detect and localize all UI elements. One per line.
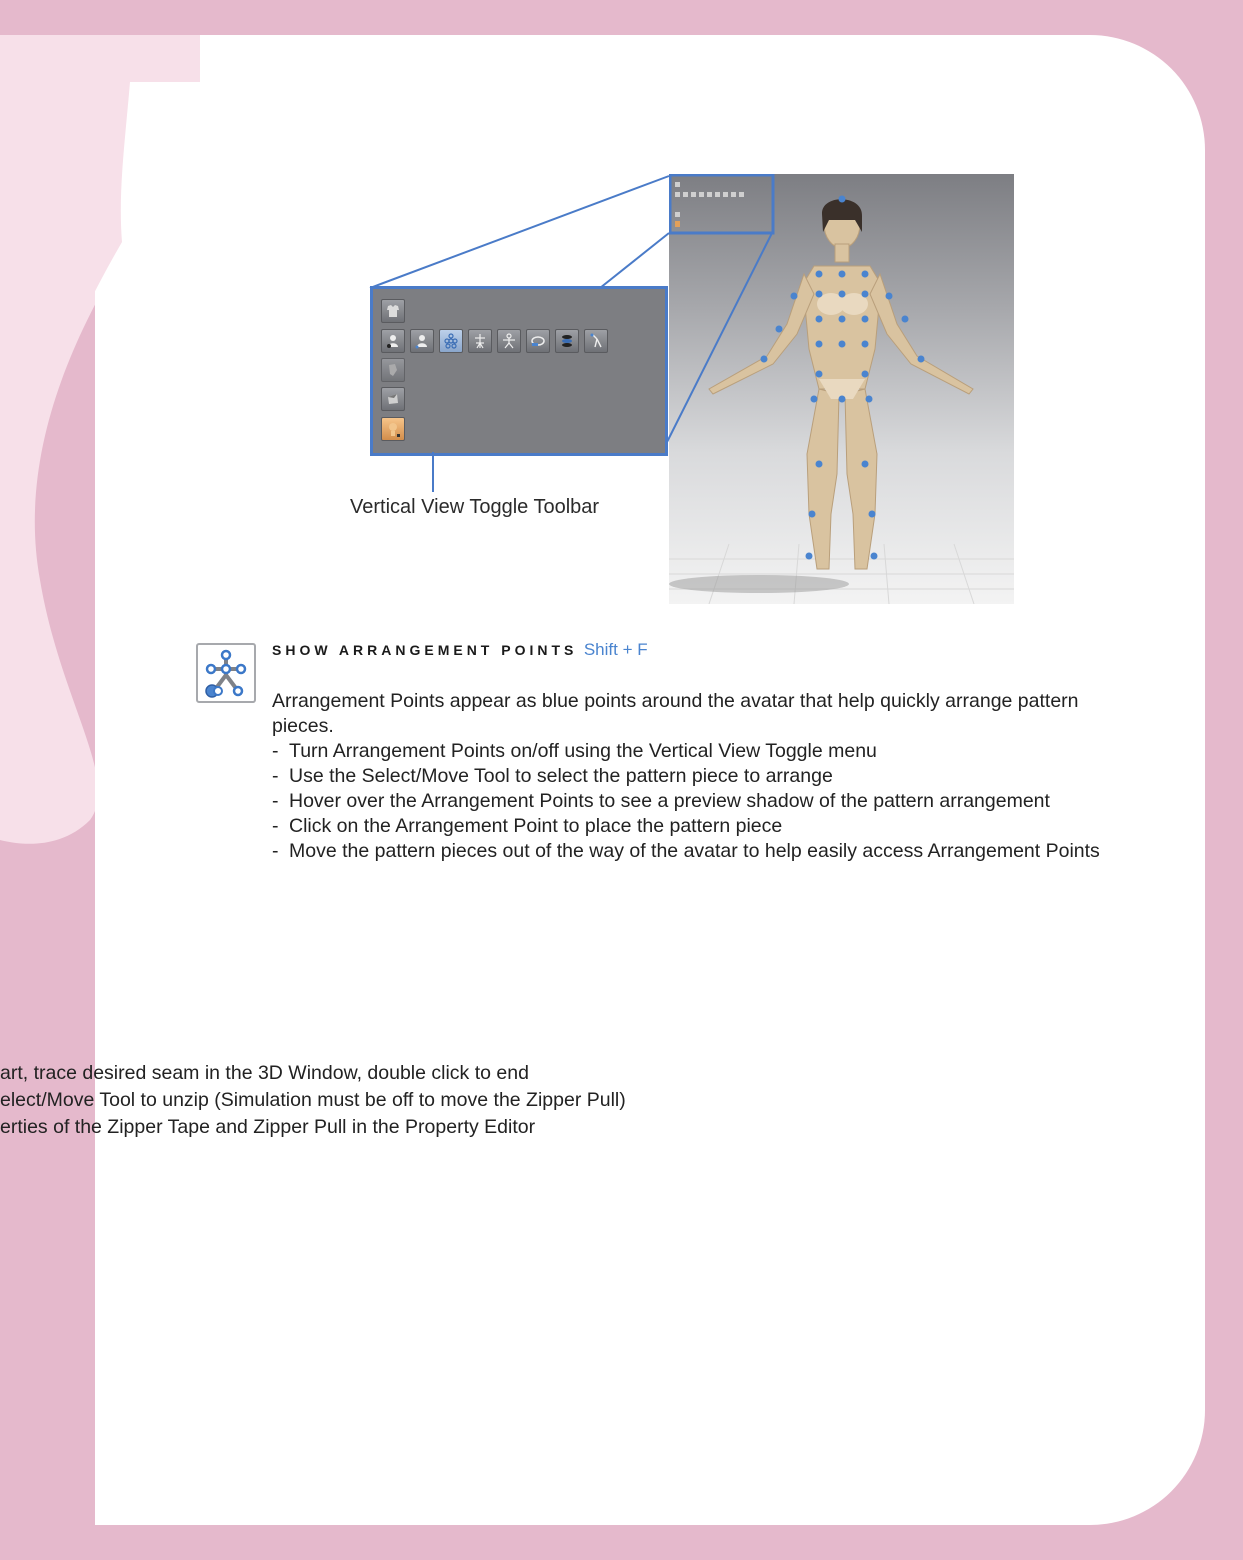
- layers-icon[interactable]: [555, 329, 579, 353]
- callout-label: Vertical View Toggle Toolbar: [350, 496, 600, 518]
- arrangement-points-glyph: [198, 645, 254, 701]
- cut-line: art, trace desired seam in the 3D Window, double click to end: [0, 1062, 529, 1084]
- shortcut-label: Shift + F: [583, 640, 648, 659]
- section-title: SHOW ARRANGEMENT POINTS: [272, 642, 578, 658]
- bullet-list: [272, 739, 1112, 864]
- callout-line: [432, 452, 434, 492]
- hanger-icon[interactable]: [381, 387, 405, 411]
- arrangement-points-icon[interactable]: [439, 329, 463, 353]
- pose-icon[interactable]: [584, 329, 608, 353]
- cut-off-text: [0, 1060, 626, 1141]
- shirt-icon[interactable]: [381, 299, 405, 323]
- measure-icon[interactable]: [526, 329, 550, 353]
- section-heading: [272, 640, 648, 660]
- list-item: - Use the Select/Move Tool to select the pattern piece to arrange: [272, 765, 833, 787]
- intro-text: Arrangement Points appear as blue points around the avatar that help quickly arrange pattern pieces.: [272, 690, 1079, 737]
- list-item: - Click on the Arrangement Point to place the pattern piece: [272, 815, 783, 837]
- vertical-view-toggle-toolbar: [370, 286, 668, 456]
- list-item: - Move the pattern pieces out of the way of the avatar to help easily access Arrangement Points: [272, 840, 1100, 862]
- cut-line: erties of the Zipper Tape and Zipper Pull in the Property Editor: [0, 1116, 536, 1138]
- arrangement-points-icon: [196, 643, 256, 703]
- list-item: - Turn Arrangement Points on/off using the Vertical View Toggle menu: [272, 740, 877, 762]
- xray-joints-icon[interactable]: [497, 329, 521, 353]
- avatar-orange-icon[interactable]: [381, 417, 405, 441]
- zipper-icon[interactable]: [381, 358, 405, 382]
- list-item: - Hover over the Arrangement Points to see a preview shadow of the pattern arrangement: [272, 790, 1050, 812]
- avatar-icon[interactable]: [410, 329, 434, 353]
- section-description: [272, 689, 1112, 864]
- skeleton-icon[interactable]: [468, 329, 492, 353]
- cut-line: elect/Move Tool to unzip (Simulation must be off to move the Zipper Pull): [0, 1089, 626, 1111]
- show-avatar-eye-icon[interactable]: [381, 329, 405, 353]
